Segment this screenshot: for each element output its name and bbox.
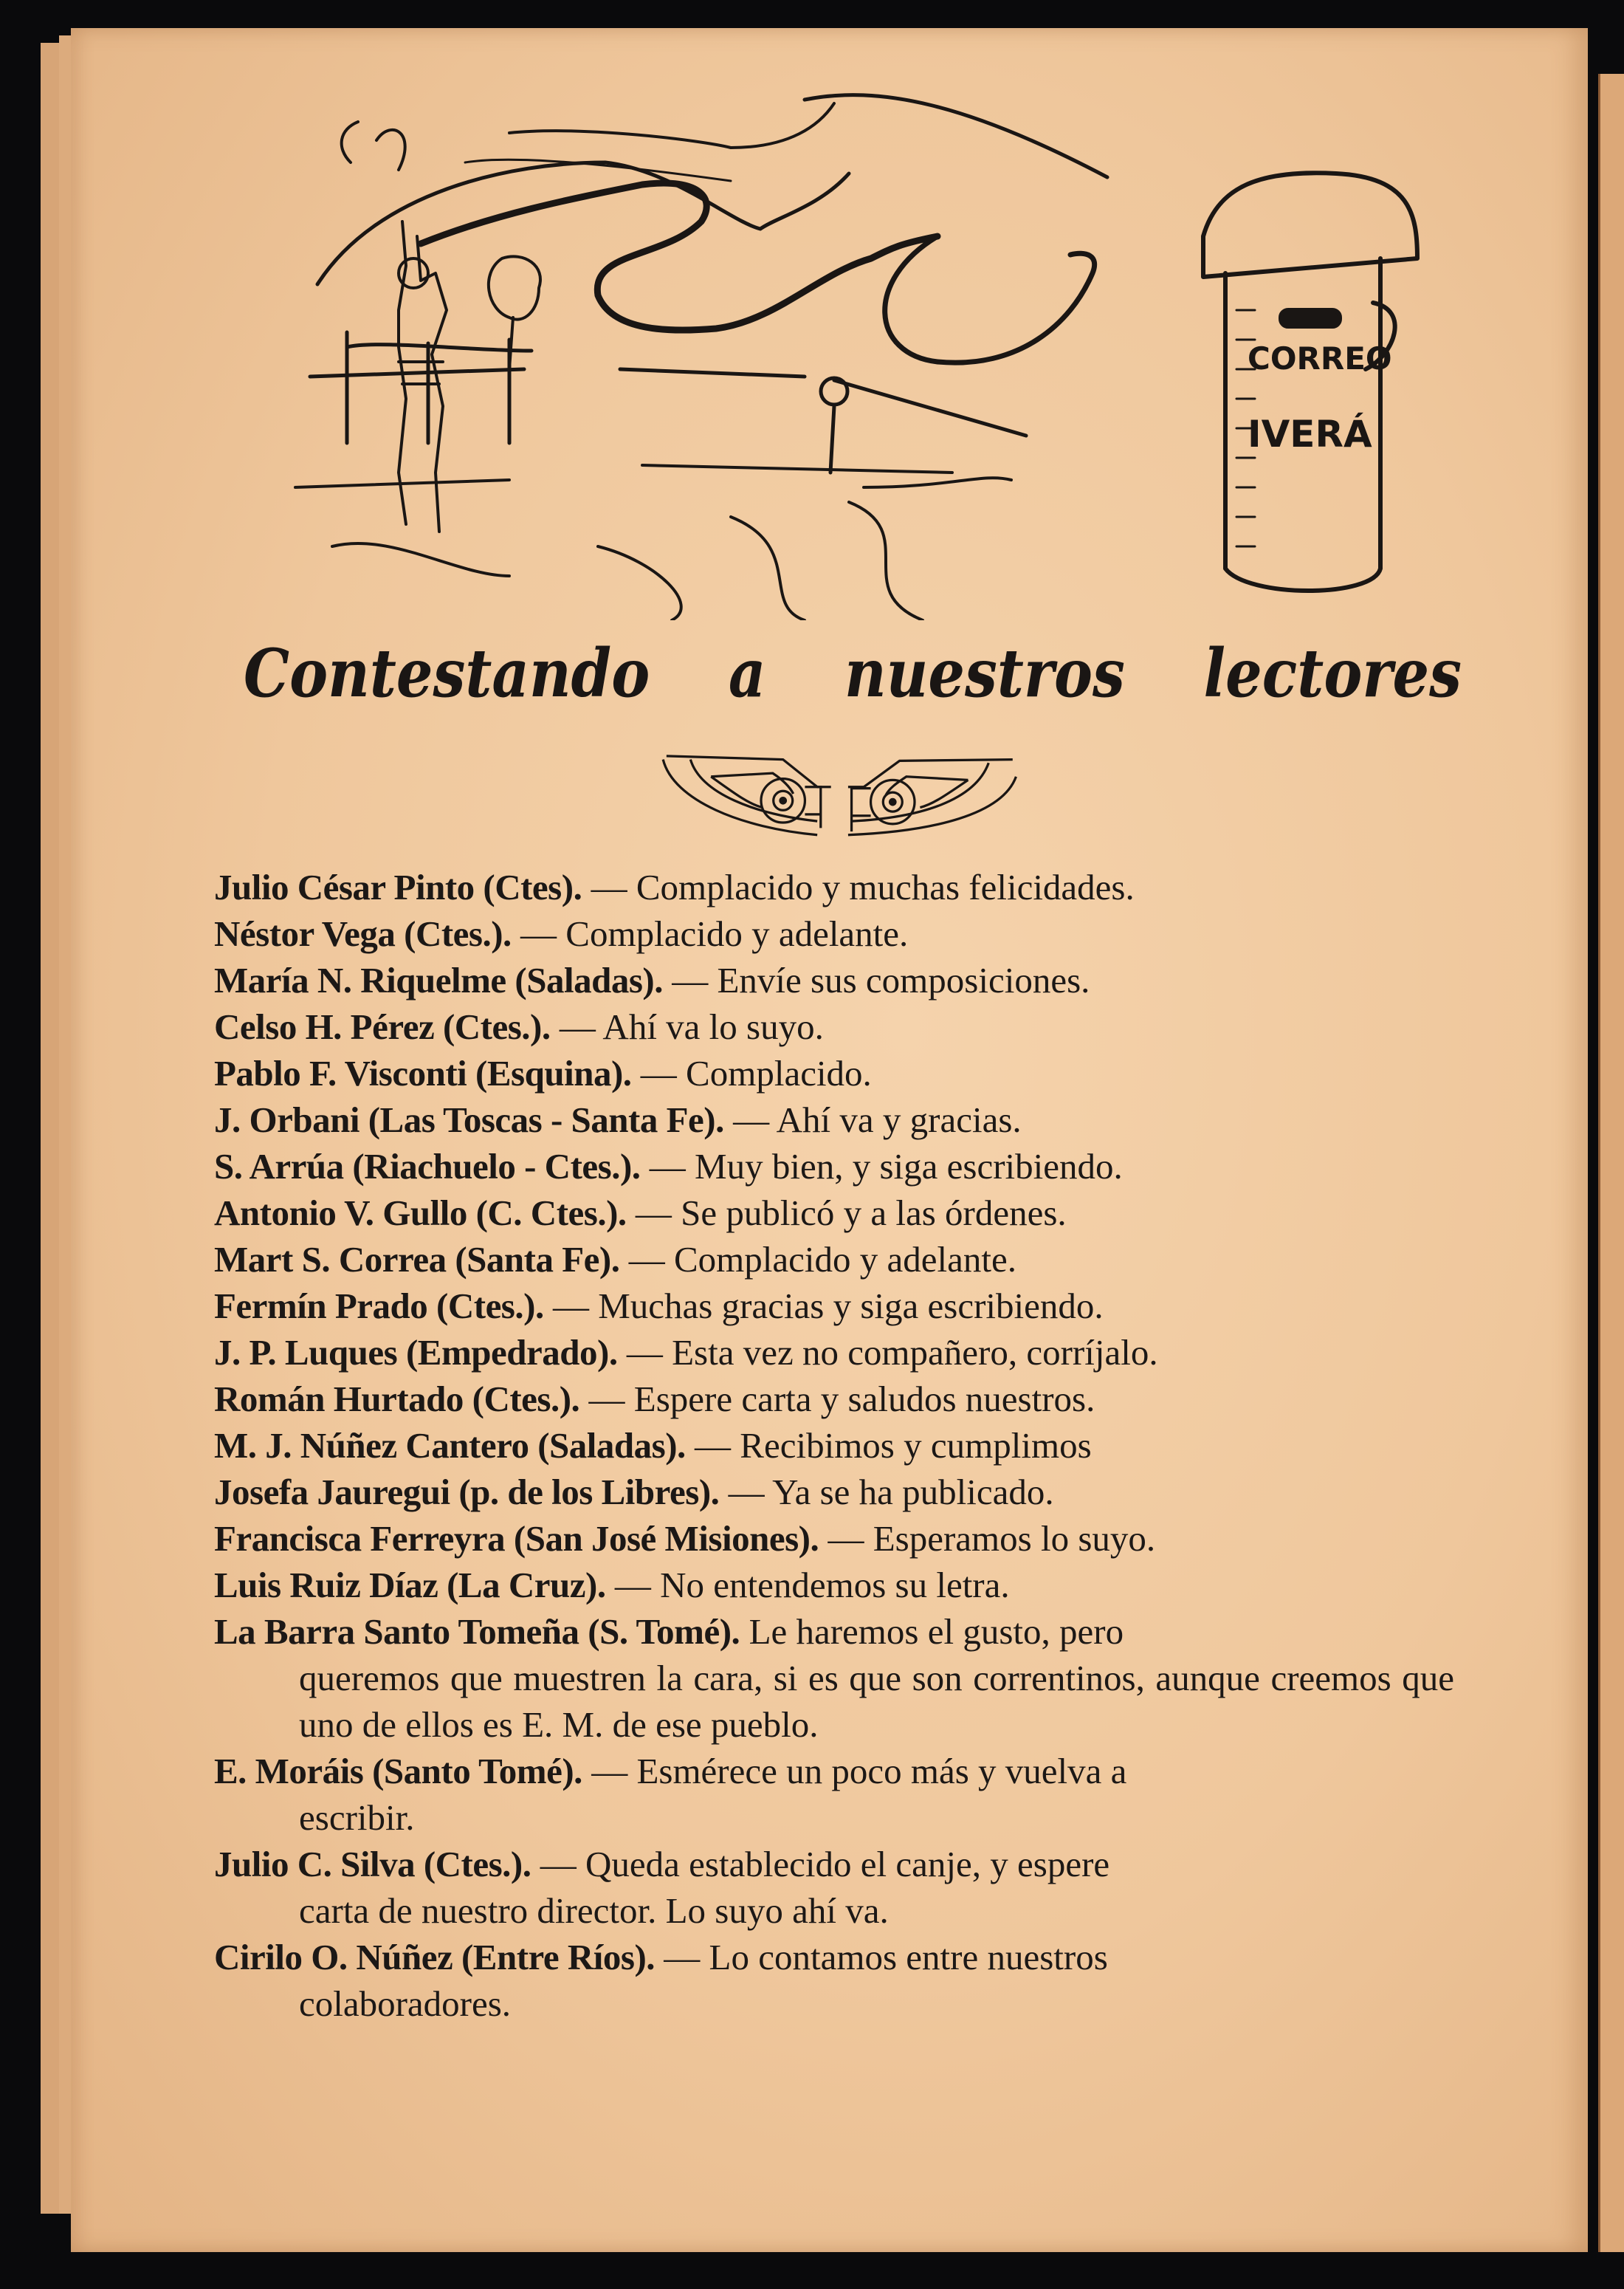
reply-entry [214, 1934, 1454, 2027]
reader-name: S. Arrúa (Riachuelo - Ctes.). [214, 1146, 641, 1187]
reply-continuation: carta de nuestro director. Lo suyo ahí va. [299, 1890, 889, 1931]
reader-name: Pablo F. Visconti (Esquina). [214, 1053, 632, 1094]
header-illustration [288, 89, 1425, 620]
reply-entry [214, 1422, 1454, 1469]
reply-text: Le haremos el gusto, pero [740, 1611, 1124, 1652]
reply-text: — Queda establecido el canje, y espere [531, 1844, 1110, 1884]
reply-continuation: queremos que muestren la cara, si es que son correntinos, aunque creemos que uno de ellos es E. M. de ese pueblo. [299, 1658, 1454, 1745]
reply-entry [214, 1003, 1454, 1050]
reply-continuation: colaboradores. [299, 1983, 512, 2024]
reply-entry [214, 1841, 1454, 1934]
facing-page-edge [1598, 74, 1624, 2252]
reply-text: — Complacido y adelante. [511, 913, 909, 954]
cloud-sketch [342, 122, 405, 170]
reader-name: Julio C. Silva (Ctes.). [214, 1844, 531, 1884]
mailbox [1203, 173, 1417, 591]
reader-name: María N. Riquelme (Saladas). [214, 960, 663, 1001]
reply-text: — Esta vez no compañero, corríjalo. [617, 1332, 1158, 1373]
reply-entry [214, 1748, 1454, 1841]
reply-text: — Ahí va y gracias. [723, 1099, 1022, 1140]
reader-name: Néstor Vega (Ctes.). [214, 913, 512, 954]
tree [489, 256, 540, 369]
reader-name: Francisca Ferreyra (San José Misiones). [214, 1518, 819, 1559]
page-title [244, 635, 1462, 713]
reply-entry [214, 957, 1454, 1003]
reader-name: Román Hurtado (Ctes.). [214, 1379, 580, 1419]
reply-continuation: escribir. [299, 1797, 415, 1838]
reply-entry [214, 1515, 1454, 1562]
reader-name: La Barra Santo Tomeña (S. Tomé). [214, 1611, 740, 1652]
reply-text: — Muchas gracias y siga escribiendo. [543, 1286, 1104, 1326]
reply-entry [214, 1608, 1454, 1748]
reader-name: Luis Ruiz Díaz (La Cruz). [214, 1565, 606, 1605]
title-word-4: lectores [1203, 635, 1462, 713]
reply-entry [214, 1283, 1454, 1329]
reply-text: — Complacido. [631, 1053, 872, 1094]
reply-text: — Ya se ha publicado. [719, 1472, 1054, 1512]
lasso-loop [885, 236, 1095, 363]
reply-entry [214, 1097, 1454, 1143]
reader-name: Cirilo O. Núñez (Entre Ríos). [214, 1937, 656, 1977]
reader-name: Josefa Jauregui (p. de los Libres). [214, 1472, 720, 1512]
reply-text: — Esmérece un poco más y vuelva a [582, 1751, 1127, 1791]
title-word-2: a [728, 635, 766, 713]
fence [310, 332, 1026, 443]
reader-name: Fermín Prado (Ctes.). [214, 1286, 544, 1326]
reply-text: — Recibimos y cumplimos [685, 1425, 1092, 1466]
reader-name: Celso H. Pérez (Ctes.). [214, 1006, 551, 1047]
reply-text: — Ahí va lo suyo. [550, 1006, 824, 1047]
reply-entry [214, 1143, 1454, 1190]
reply-text: — Esperamos lo suyo. [819, 1518, 1156, 1559]
reply-text: — Complacido y adelante. [619, 1239, 1016, 1280]
reply-text: — No entendemos su letra. [605, 1565, 1010, 1605]
man-figure [399, 222, 447, 532]
reader-name: Julio César Pinto (Ctes). [214, 867, 582, 907]
reader-name: Mart S. Correa (Santa Fe). [214, 1239, 620, 1280]
reader-name: J. Orbani (Las Toscas - Santa Fe). [214, 1099, 724, 1140]
reader-name: E. Moráis (Santo Tomé). [214, 1751, 582, 1791]
reply-entry [214, 1469, 1454, 1515]
ground-lines [295, 465, 1011, 620]
reply-text: — Se publicó y a las órdenes. [626, 1192, 1067, 1233]
ornament-left-wing [663, 756, 831, 835]
sky-swoosh [317, 95, 1107, 284]
title-word-3: nuestros [844, 635, 1125, 713]
ornament-divider [639, 746, 1037, 842]
mailbox-label-ivera: IVERÁ [1248, 413, 1372, 456]
reply-entry [214, 864, 1454, 910]
reply-text: — Lo contamos entre nuestros [655, 1937, 1108, 1977]
reply-text: — Complacido y muchas felicidades. [582, 867, 1135, 907]
reply-entry [214, 1329, 1454, 1376]
reply-entry [214, 1050, 1454, 1097]
reply-entry [214, 1190, 1454, 1236]
reader-name: J. P. Luques (Empedrado). [214, 1332, 618, 1373]
reply-text: — Espere carta y saludos nuestros. [579, 1379, 1095, 1419]
mailbox-label-correo: CORREO [1248, 340, 1392, 377]
reader-name: M. J. Núñez Cantero (Saladas). [214, 1425, 686, 1466]
reply-text: — Envíe sus composiciones. [663, 960, 1090, 1001]
reply-entry [214, 910, 1454, 957]
title-word-1: Contestando [244, 635, 650, 713]
reader-name: Antonio V. Gullo (C. Ctes.). [214, 1192, 627, 1233]
reply-entry [214, 1236, 1454, 1283]
reply-text: — Muy bien, y siga escribiendo. [640, 1146, 1123, 1187]
reply-entry [214, 1562, 1454, 1608]
reply-entry [214, 1376, 1454, 1422]
ornament-right-wing [848, 760, 1016, 835]
reader-replies-list [214, 864, 1454, 2027]
